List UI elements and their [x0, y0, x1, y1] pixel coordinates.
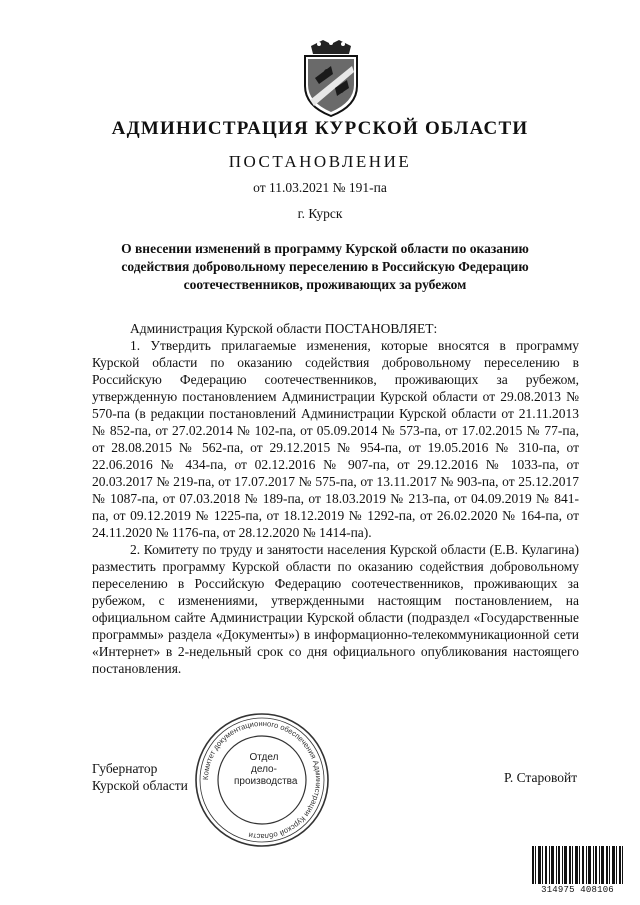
- document-title-line: О внесении изменений в программу Курской области по оказанию: [121, 241, 529, 256]
- barcode-number: 314975 408106: [530, 885, 625, 895]
- coat-of-arms-icon: [297, 38, 365, 118]
- signatory-position-line: Курской области: [92, 778, 188, 793]
- document-title-line: содействия добровольному переселению в Российскую Федерацию: [121, 259, 529, 274]
- stamp-line: дело-: [251, 764, 277, 775]
- document-title-line: соотечественников, проживающих за рубежом: [183, 277, 467, 292]
- body-paragraph-1: 1. Утвердить прилагаемые изменения, которые вносятся в программу Курской области по оказанию содействия добровольному переселению в Российскую Федерацию соотечественников, проживающих за рубежом, утвержденную постановлением Администрации Курской области от 29.08.2013 № 570-па (в редакции постановлений Администрации Курской области от 21.11.2013 № 852-па, от 27.02.2014 № 102-па, от 05.09.2014 № 573-па, от 17.02.2015 № 77-па, от 28.08.2015 № 562-па, от 29.12.2015 № 954-па, от 19.05.2016 № 310-па, от 22.06.2016 № 434-па, от 02.12.2016 № 907-па, от 29.12.2016 № 1033-па, от 20.03.2017 № 219-па, от 17.07.2017 № 575-па, от 13.11.2017 № 903-па, от 25.12.2017 № 1087-па, от 07.03.2018 № 189-па, от 18.03.2019 № 213-па, от 04.09.2019 № 841-па, от 09.12.2019 № 1225-па, от 18.12.2019 № 1292-па, от 26.02.2020 № 164-па, от 24.11.2020 № 1176-па, от 28.12.2020 № 1414-па).: [92, 338, 579, 540]
- stamp-center-text: [234, 752, 298, 788]
- signatory-name: Р. Старовойт: [504, 770, 578, 785]
- document-city: г. Курск: [297, 206, 343, 221]
- body-intro: Администрация Курской области ПОСТАНОВЛЯЕТ:: [130, 321, 438, 336]
- document-body: [92, 320, 579, 677]
- document-date-number: от 11.03.2021 № 191-па: [253, 180, 387, 195]
- stamp-ring-text: Комитет документационного обеспечения Администрации Курской области: [200, 718, 324, 842]
- signatory-position-line: Губернатор: [92, 761, 158, 776]
- document-title: [100, 240, 550, 294]
- stamp-line: производства: [234, 776, 298, 787]
- body-paragraph-2: 2. Комитету по труду и занятости населения Курской области (Е.В. Кулагина) разместить программу Курской области по оказанию содействия добровольному переселению в Российскую Федерацию соотечественников, проживающих за рубежом, с изменениями, утвержденными настоящим постановлением, на официальном сайте Администрации Курской области (подраздел «Государственные программы» раздела «Документы») в информационно-телекоммуникационной сети «Интернет» в 2-недельный срок со дня официального опубликования настоящего постановления.: [92, 542, 579, 676]
- stamp-line: Отдел: [249, 752, 279, 763]
- signatory-position: [92, 760, 188, 794]
- organization-name: АДМИНИСТРАЦИЯ КУРСКОЙ ОБЛАСТИ: [111, 118, 529, 139]
- document-type: ПОСТАНОВЛЕНИЕ: [228, 152, 412, 171]
